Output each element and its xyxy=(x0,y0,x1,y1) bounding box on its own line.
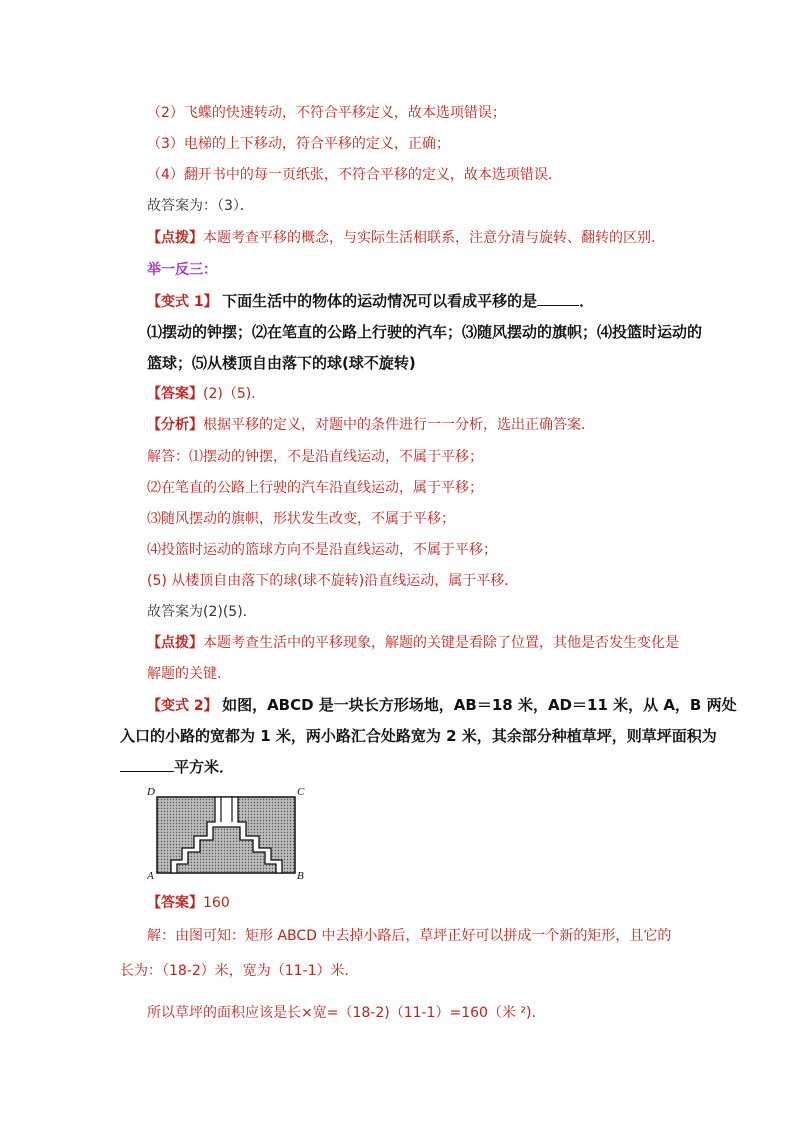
solution-line-2: ⑵在笔直的公路上行驶的汽车沿直线运动，属于平移； xyxy=(147,480,483,496)
analysis-line xyxy=(147,415,595,435)
line-book-page: （4）翻开书中的每一页纸张，不符合平移的定义，故本选项错误． xyxy=(147,167,562,183)
answer-line-2 xyxy=(147,893,230,913)
question-2-unit: 平方米． xyxy=(174,758,235,776)
analysis-tag: 【分析】 xyxy=(147,417,203,433)
answer-summary-2: 故答案为(2)(5). xyxy=(147,604,248,620)
answer-blank-2 xyxy=(120,757,174,772)
answer-2-tag: 【答案】 xyxy=(147,895,203,911)
answer-tag: 【答案】 xyxy=(147,386,203,402)
line-fly-saucer: （2）飞蝶的快速转动，不符合平移定义，故本选项错误； xyxy=(147,105,506,121)
answer-blank xyxy=(537,291,579,306)
label-d: D xyxy=(147,786,155,798)
tip-2 xyxy=(147,633,679,653)
question-1-end: ． xyxy=(579,292,595,310)
tip-2-continued: 解题的关键. xyxy=(147,666,222,682)
tip-2-tag: 【点拨】 xyxy=(147,635,203,651)
answer-line-1 xyxy=(147,384,256,404)
solution-2-line-2: 长为：（18-2）米，宽为（11-1）米． xyxy=(120,963,359,979)
question-1 xyxy=(147,291,594,312)
tip-2-text: 本题考查生活中的平移现象，解题的关键是看除了位置，其他是否发生变化是 xyxy=(203,635,679,651)
label-b: B xyxy=(297,870,304,882)
tip-tag: 【点拨】 xyxy=(147,230,203,246)
solution-2-line-1: 解：由图可知：矩形 ABCD 中去掉小路后，草坪正好可以拼成一个新的矩形，且它的 xyxy=(147,928,672,944)
solution-line-3: ⑶随风摆动的旗帜，形状发生改变，不属于平移； xyxy=(147,511,455,527)
tip-text: 本题考查平移的概念，与实际生活相联系，注意分清与旋转、翻转的区别． xyxy=(203,230,665,246)
line-tip-1 xyxy=(147,228,665,248)
label-a: A xyxy=(147,870,154,882)
question-2 xyxy=(147,695,737,716)
line-elevator: （3）电梯的上下移动，符合平移的定义，正确； xyxy=(147,136,450,152)
variant-1-tag: 【变式 1】 xyxy=(147,294,218,310)
solution-line-1: 解答：⑴摆动的钟摆，不是沿直线运动，不属于平移； xyxy=(147,449,483,465)
solution-2-line-3: 所以草坪的面积应该是长×宽=（18-2)（11-1）=160（米 ²). xyxy=(147,1005,536,1021)
lawn-figure xyxy=(145,783,315,883)
variant-1-text: 下面生活中的物体的运动情况可以看成平移的是 xyxy=(222,292,538,310)
answer-value: (2)（5). xyxy=(203,386,256,402)
question-2-line-3 xyxy=(120,757,234,777)
line-answer-1: 故答案为：（3）． xyxy=(147,198,254,214)
solution-line-4: ⑷投篮时运动的篮球方向不是沿直线运动，不属于平移； xyxy=(147,542,497,558)
variant-2-text: 如图，ABCD 是一块长方形场地，AB＝18 米，AD＝11 米，从 A，B 两处 xyxy=(222,696,737,714)
question-1-options-b: 篮球；⑸从楼顶自由落下的球(球不旋转) xyxy=(147,354,416,372)
section-heading: 举一反三： xyxy=(147,262,217,278)
label-c: C xyxy=(297,786,305,798)
question-2-line-2: 入口的小路的宽都为 1 米，两小路汇合处路宽为 2 米，其余部分种植草坪，则草坪面积为 xyxy=(120,727,717,745)
answer-2-value: 160 xyxy=(203,895,230,911)
variant-2-tag: 【变式 2】 xyxy=(147,698,218,714)
question-1-options-a: ⑴摆动的钟摆；⑵在笔直的公路上行驶的汽车；⑶随风摆动的旗帜；⑷投篮时运动的 xyxy=(147,323,703,341)
analysis-text: 根据平移的定义，对题中的条件进行一一分析，选出正确答案． xyxy=(203,417,595,433)
solution-line-5: (5) 从楼顶自由落下的球(球不旋转)沿直线运动，属于平移． xyxy=(147,573,519,589)
